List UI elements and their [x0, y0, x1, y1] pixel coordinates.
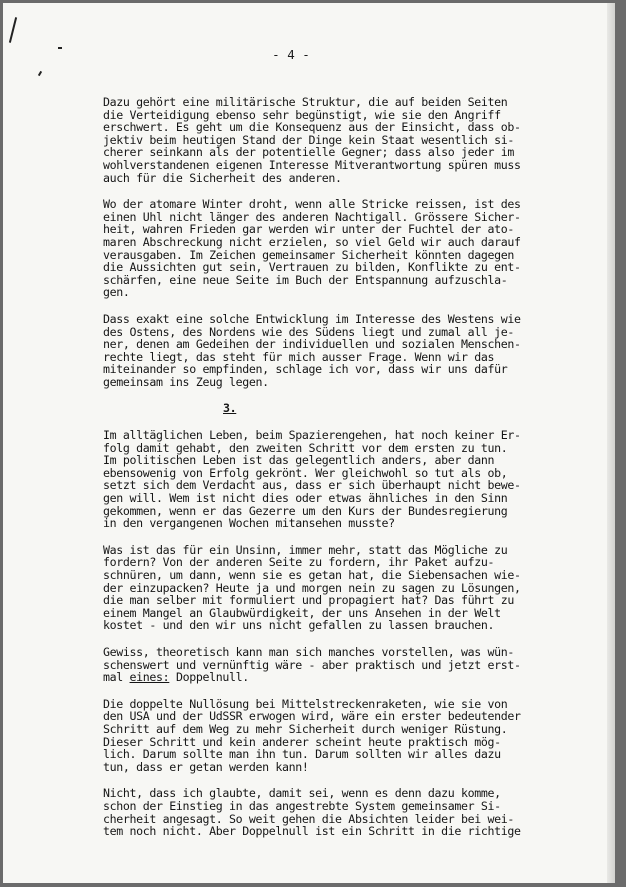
paragraph — [103, 198, 593, 299]
paragraph — [103, 544, 593, 632]
scan-mark-top-left — [9, 17, 17, 43]
paragraphs-after-heading — [103, 429, 593, 838]
page-number: - 4 - — [272, 47, 310, 62]
text-line: Dieser Schritt und kein anderer scheint heute praktisch mög- — [103, 734, 501, 749]
text-line: den USA und der UdSSR erwogen wird, wäre ein erster bedeutender — [103, 709, 521, 724]
text-line: cherheit angesagt. So weit gehen die Absichten leider bei wei- — [103, 811, 515, 826]
text-line: maren Abschreckung nicht erzielen, so viel Geld wir auch darauf — [103, 234, 521, 249]
text-line: rechte liegt, das steht für mich ausser Frage. Wenn wir das — [103, 349, 495, 364]
paragraph — [103, 96, 593, 184]
text-line: heit, wahren Frieden gar werden wir unter der Fuchtel der ato- — [103, 222, 515, 237]
scan-mark-dot — [58, 47, 62, 49]
text-line: miteinander so empfinden, schlage ich vor, dass wir uns dafür — [103, 362, 508, 377]
paragraphs-before-heading — [103, 96, 593, 388]
text-line — [103, 671, 593, 684]
text-line: jektiv beim heutigen Stand der Dinge kein Staat wesentlich si- — [103, 132, 515, 147]
text-line: schenswert und vernünftig wäre - aber praktisch und jetzt erst- — [103, 657, 521, 672]
text-line: schnüren, um dann, wenn sie es getan hat, die Siebensachen wie- — [103, 568, 521, 582]
text-fragment: mal — [103, 670, 130, 685]
text-line: gen. — [103, 285, 130, 300]
paragraph — [103, 787, 593, 837]
text-line: Was ist das für ein Unsinn, immer mehr, statt das Mögliche zu — [103, 542, 508, 557]
document-body — [103, 96, 593, 852]
text-line: Dazu gehört eine militärische Struktur, die auf beiden Seiten — [103, 95, 508, 109]
text-line: Nicht, dass ich glaubte, damit sei, wenn es denn dazu komme, — [103, 786, 501, 801]
text-line: kostet - und den wir uns nicht gefallen zu lassen brauchen. — [103, 618, 495, 633]
text-line: gen will. Wem ist nicht dies oder etwas ähnliches in den Sinn — [103, 491, 508, 506]
text-line: in den vergangenen Wochen mitansehen musste? — [103, 516, 395, 531]
text-line: Die doppelte Nullösung bei Mittelstreckenraketen, wie sie von — [103, 696, 508, 711]
text-line: die Verteidigung ebenso sehr begünstigt, wie sie den Angriff — [103, 107, 501, 122]
paragraph — [103, 698, 593, 774]
text-line: verausgaben. Im Zeichen gemeinsamer Sicherheit könnten dagegen — [103, 247, 515, 262]
text-line: lich. Darum sollte man ihn tun. Darum sollten wir alles dazu — [103, 747, 501, 762]
text-line: ebensowenig von Erfolg gekrönt. Wer gleichwohl so tut als ob, — [103, 465, 508, 480]
paragraph — [103, 313, 593, 389]
text-line: fordern? Von der anderen Seite zu fordern, ihr Paket aufzu- — [103, 555, 495, 570]
section-heading — [103, 402, 593, 415]
text-line: die Aussichten gut sein, Vertrauen zu bilden, Konflikte zu ent- — [103, 260, 521, 275]
text-line: folg damit gehabt, den zweiten Schritt vor dem ersten zu tun. — [103, 440, 508, 455]
page-edge-shadow — [607, 3, 615, 883]
text-line: schon der Einstieg in das angestrebte System gemeinsamer Si- — [103, 798, 501, 813]
text-line: Gewiss, theoretisch kann man sich manches vorstellen, was wün- — [103, 644, 515, 659]
text-line: ner, denen am Gedeihen der individuellen und sozialen Menschen- — [103, 337, 521, 352]
text-line: wohlverstandenen eigenen Interesse Mitverantwortung spüren muss — [103, 157, 521, 172]
scan-mark-tick — [38, 71, 42, 76]
text-line: einem Mangel an Glaubwürdigkeit, der uns Ansehen in der Welt — [103, 605, 501, 620]
text-line: Wo der atomare Winter droht, wenn alle Stricke reissen, ist des — [103, 197, 521, 212]
text-line: die man selber mit formuliert und propagiert hat? Das führt zu — [103, 593, 515, 608]
paragraph — [103, 646, 593, 684]
text-line: einen Uhl nicht länger des anderen Nachtigall. Grössere Sicher- — [103, 209, 521, 224]
text-line: gemeinsam ins Zeug legen. — [103, 374, 269, 389]
text-line: gekommen, wenn er das Gezerre um den Kurs der Bundesregierung — [103, 503, 508, 518]
section-heading-text: 3. — [223, 401, 237, 416]
text-line: des Ostens, des Nordens wie des Südens liegt und zumal all je- — [103, 324, 515, 339]
document-page — [3, 3, 615, 883]
text-line: tun, dass er getan werden kann! — [103, 759, 309, 774]
text-line: auch für die Sicherheit des anderen. — [103, 170, 342, 185]
text-line: erschwert. Es geht um die Konsequenz aus der Einsicht, dass ob- — [103, 120, 521, 135]
text-line: Schritt auf dem Weg zu mehr Sicherheit durch weniger Rüstung. — [103, 721, 508, 736]
text-line: Im alltäglichen Leben, beim Spazierengehen, hat noch keiner Er- — [103, 428, 521, 443]
text-fragment: Doppelnull. — [169, 670, 249, 685]
paragraph — [103, 429, 593, 530]
text-line: tem noch nicht. Aber Doppelnull ist ein Schritt in die richtige — [103, 824, 521, 839]
text-line: setzt sich dem Verdacht aus, dass er sich überhaupt nicht bewe- — [103, 478, 521, 493]
text-line: der einzupacken? Heute ja und morgen nein zu sagen zu Lösungen, — [103, 580, 521, 595]
text-line: Dass exakt eine solche Entwicklung im Interesse des Westens wie — [103, 311, 521, 326]
text-line: Im politischen Leben ist das gelegentlich anders, aber dann — [103, 453, 495, 468]
text-line: schärfen, eine neue Seite im Buch der Entspannung aufzuschla- — [103, 272, 508, 287]
underlined-word: eines: — [129, 670, 170, 685]
text-line: cherer seinkann als der potentielle Gegner; dass also jeder im — [103, 145, 515, 160]
